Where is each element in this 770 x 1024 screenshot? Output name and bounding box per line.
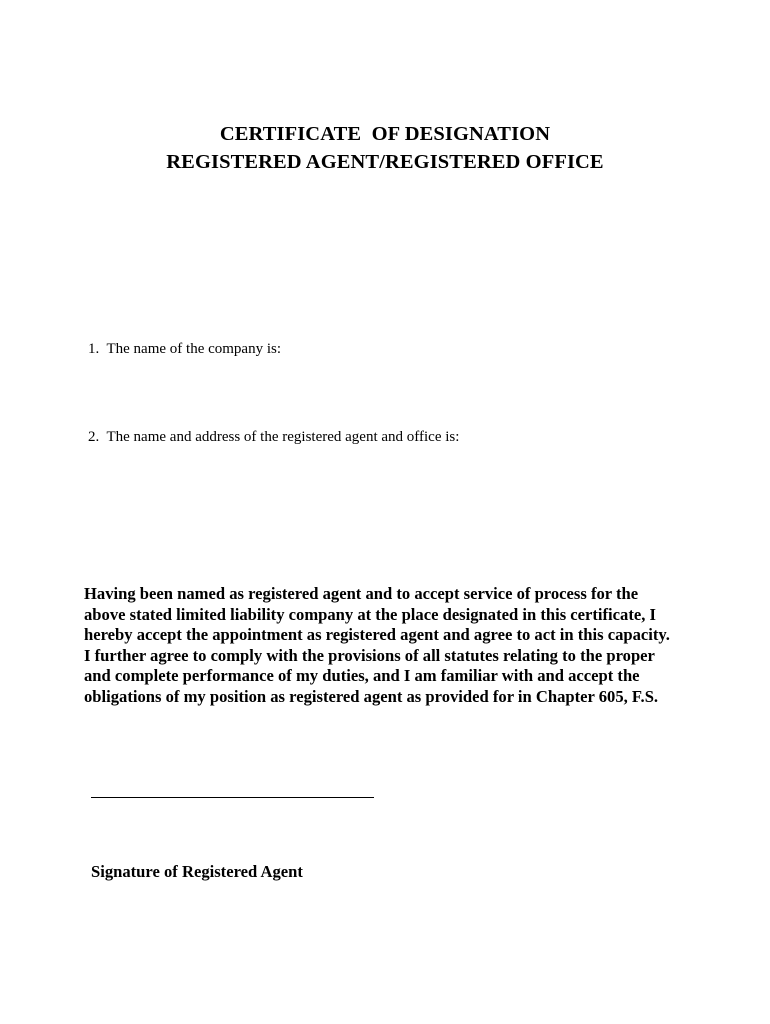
document-title-line-2: REGISTERED AGENT/REGISTERED OFFICE [166, 151, 604, 173]
acceptance-line: above stated limited liability company at the place designated in this certificate, I [84, 604, 656, 624]
acceptance-line: I further agree to comply with the provisions of all statutes relating to the proper [84, 645, 655, 665]
acceptance-line: hereby accept the appointment as registered agent and agree to act in this capacity. [84, 625, 670, 645]
acceptance-statement [84, 584, 744, 708]
company-name-prompt: 1. The name of the company is: [88, 341, 282, 357]
signature-label: Signature of Registered Agent [91, 862, 303, 881]
registered-agent-address-prompt: 2. The name and address of the registered agent and office is: [88, 429, 460, 445]
acceptance-line: and complete performance of my duties, and I am familiar with and accept the [84, 666, 640, 686]
signature-line[interactable] [91, 797, 374, 798]
document-title-line-1: CERTIFICATE OF DESIGNATION [219, 123, 551, 145]
acceptance-line: Having been named as registered agent and to accept service of process for the [84, 584, 639, 603]
acceptance-line: obligations of my position as registered agent as provided for in Chapter 605, F.S. [84, 686, 659, 706]
